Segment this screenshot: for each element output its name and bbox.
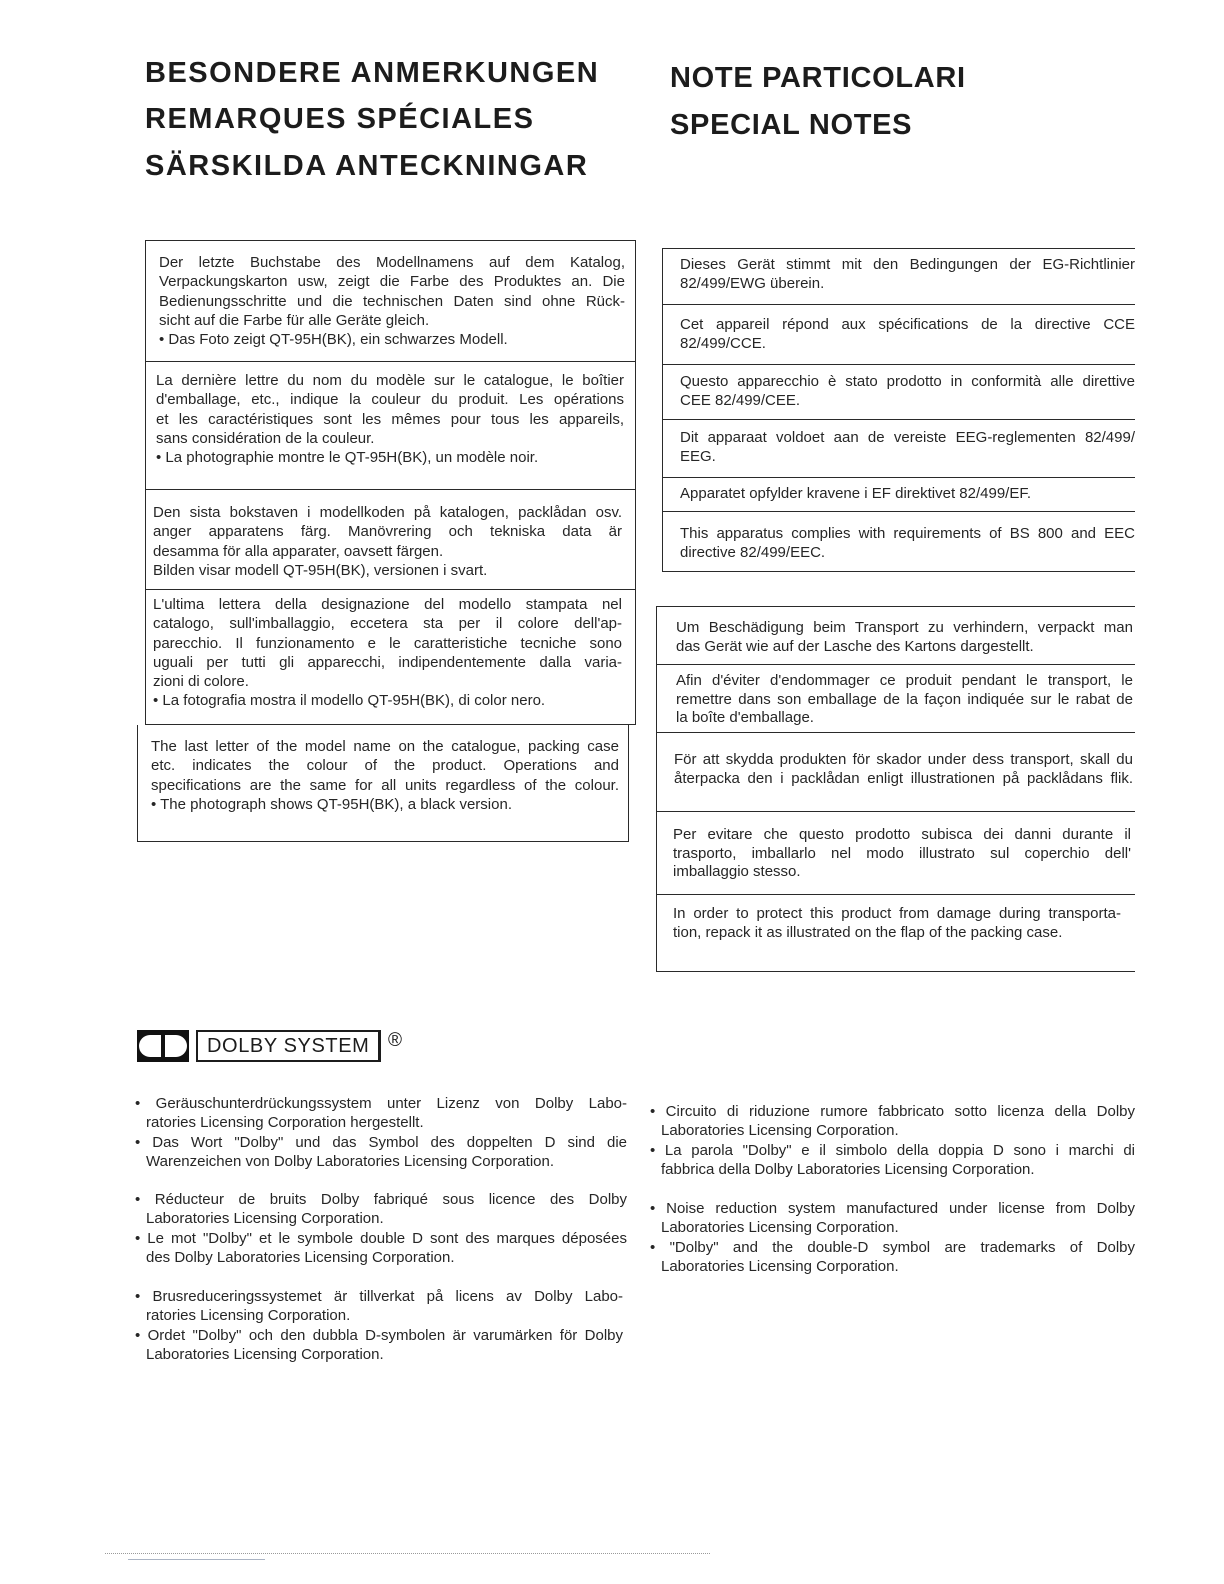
text-line: Cet appareil répond aux spécifications de la directive CCE [680,316,1135,333]
text-line: ratories Licensing Corporation. [146,1307,351,1325]
text-line: återpacka den i packlådan enligt illustrationen på packlådans flik. [674,769,1133,787]
text-line: • La fotografia mostra il modello QT-95H(BK), di color nero. [153,692,546,710]
text-line: Den sista bokstaven i modellkoden på katalogen, packlådan osv. [153,504,622,521]
text-line: fabbrica della Dolby Laboratories Licensing Corporation. [661,1160,1035,1178]
colour-note-fr [145,362,636,490]
packing-note-en [656,895,1135,972]
text-line: In order to protect this product from damage during transporta- [673,905,1121,922]
text-line: sans considération de la couleur. [156,429,375,447]
text-line: sicht auf die Farbe für alle Geräte gleich. [159,311,430,329]
colour-note-it [145,590,636,725]
ec-compliance-da [662,478,1135,512]
text-line: Bedienungsschritte und die technischen Daten sind ohne Rück- [159,292,625,310]
text-line: et les caractéristiques sont les mêmes pour tous les appareils, [156,410,624,428]
text-line: 82/499/CCE. [680,334,766,352]
dolby-note-de [135,1094,627,1171]
bullet-line: • Noise reduction system manufactured under license from Dolby [650,1200,1135,1217]
text-line: Laboratories Licensing Corporation. [661,1257,899,1275]
bullet-line: • Circuito di riduzione rumore fabbricato sotto licenza della Dolby [650,1103,1135,1120]
text-line: 82/499/EWG überein. [680,274,825,292]
text-line: Laboratories Licensing Corporation. [146,1345,384,1363]
heading-english: SPECIAL NOTES [670,109,913,141]
text-line: ratories Licensing Corporation hergestellt. [146,1114,424,1132]
text-line: Afin d'éviter d'endommager ce produit pendant le transport, le [676,672,1133,689]
bullet-line: • Le mot "Dolby" et le symbole double D sont des marques déposées [135,1229,627,1247]
text-line: The last letter of the model name on the catalogue, packing case [151,738,619,755]
text-line: remettre dans son emballage de la façon indiquée sur le rabat de [676,690,1133,708]
text-line: CEE 82/499/CEE. [680,391,801,409]
text-line: imballaggio stesso. [673,863,801,880]
text-line: Dit apparaat voldoet aan de vereiste EEG-reglementen 82/499/ [680,429,1135,446]
ec-compliance-de [662,248,1135,305]
dolby-note-it [650,1102,1135,1179]
text-line: uguali per tutti gli apparecchi, indipendentemente dalla varia- [153,653,622,671]
text-line: Laboratories Licensing Corporation. [661,1122,899,1140]
text-line: This apparatus complies with requirements of BS 800 and EEC [680,525,1135,542]
text-line: tion, repack it as illustrated on the flap of the packing case. [673,923,1063,941]
ec-compliance-nl [662,420,1135,478]
text-line: etc. indicates the colour of the product. Operations and [151,757,619,775]
dolby-note-sv [135,1287,623,1364]
packing-note-fr [656,665,1135,733]
text-line: Der letzte Buchstabe des Modellnamens auf dem Katalog, [159,254,625,271]
heading-french: REMARQUES SPÉCIALES [145,103,535,135]
ec-compliance-fr [662,305,1135,365]
footer-mark [128,1559,265,1560]
packing-note-sv [656,733,1135,812]
text-line: • The photograph shows QT-95H(BK), a black version. [151,795,512,813]
text-line: parecchio. Il funzionamento e le caratteristiche tecniche sono [153,634,622,652]
text-line: La dernière lettre du nom du modèle sur le catalogue, le boîtier [156,372,624,389]
text-line: zioni di colore. [153,673,249,691]
text-line: Warenzeichen von Dolby Laboratories Licensing Corporation. [146,1152,555,1170]
ec-compliance-en [662,512,1135,572]
text-line: Questo apparecchio è stato prodotto in conformità alle direttive [680,373,1135,390]
text-line: L'ultima lettera della designazione del modello stampata nel [153,596,622,613]
text-line: Per evitare che questo prodotto subisca dei danni durante il [673,826,1131,843]
text-line: Apparatet opfylder kravene i EF direktivet 82/499/EF. [680,485,1032,502]
text-line: Verpackungskarton usw, zeigt die Farbe des Produktes an. Die [159,273,625,291]
packing-note-it [656,812,1135,895]
dolby-note-en [650,1199,1135,1276]
text-line: EEG. [680,447,716,465]
bullet-line: • Geräuschunterdrückungssystem unter Lizenz von Dolby Labo- [135,1095,627,1112]
footer-divider [105,1553,710,1554]
text-line: des Dolby Laboratories Licensing Corporation. [146,1248,455,1266]
bullet-line: • La parola "Dolby" e il simbolo della doppia D sono i marchi di [650,1141,1135,1159]
text-line: • La photographie montre le QT-95H(BK), un modèle noir. [156,449,539,467]
bullet-line: • Ordet "Dolby" och den dubbla D-symbolen är varumärken för Dolby [135,1326,623,1344]
text-line: specifications are the same for all units regardless of the colour. [151,776,619,794]
text-line: anger apparatens färg. Manövrering och tekniska data är [153,523,622,541]
text-line: Dieses Gerät stimmt mit den Bedingungen der EG-Richtlinier [680,256,1135,273]
bullet-line: • Das Wort "Dolby" und das Symbol des doppelten D sind die [135,1133,627,1151]
text-line: la boîte d'emballage. [676,709,814,726]
dolby-system-label: DOLBY SYSTEM [196,1030,381,1062]
colour-note-en [137,725,629,842]
text-line: das Gerät wie auf der Lasche des Kartons dargestellt. [676,637,1034,655]
colour-note-de [145,240,636,362]
text-line: Um Beschädigung beim Transport zu verhindern, verpackt man [676,619,1133,636]
text-line: d'emballage, etc., indique la couleur du produit. Les opérations [156,391,624,409]
text-line: För att skydda produkten för skador under dess transport, skall du [674,751,1133,768]
packing-note-de [656,606,1135,665]
text-line: Bilden visar modell QT-95H(BK), versionen i svart. [153,561,488,579]
ec-compliance-it [662,365,1135,420]
text-line: trasporto, imballarlo nel modo illustrato sul coperchio dell' [673,844,1131,862]
dolby-note-fr [135,1190,627,1267]
heading-swedish: SÄRSKILDA ANTECKNINGAR [145,150,589,182]
text-line: Laboratories Licensing Corporation. [661,1219,899,1237]
text-line: desamma för alla apparater, oavsett färgen. [153,542,444,560]
bullet-line: • Brusreduceringssystemet är tillverkat på licens av Dolby Labo- [135,1288,623,1305]
text-line: • Das Foto zeigt QT-95H(BK), ein schwarzes Modell. [159,331,508,349]
text-line: catalogo, sull'imballaggio, eccetera sta per il colore dell'ap- [153,615,622,633]
bullet-line: • "Dolby" and the double-D symbol are trademarks of Dolby [650,1238,1135,1256]
bullet-line: • Réducteur de bruits Dolby fabriqué sous licence des Dolby [135,1191,627,1208]
text-line: directive 82/499/EEC. [680,543,826,561]
colour-note-sv [145,490,636,590]
registered-trademark-mark: ® [388,1030,402,1051]
text-line: Laboratories Licensing Corporation. [146,1210,384,1228]
heading-german: BESONDERE ANMERKUNGEN [145,57,600,89]
heading-italian: NOTE PARTICOLARI [670,62,966,94]
dolby-double-d-icon [137,1030,189,1062]
